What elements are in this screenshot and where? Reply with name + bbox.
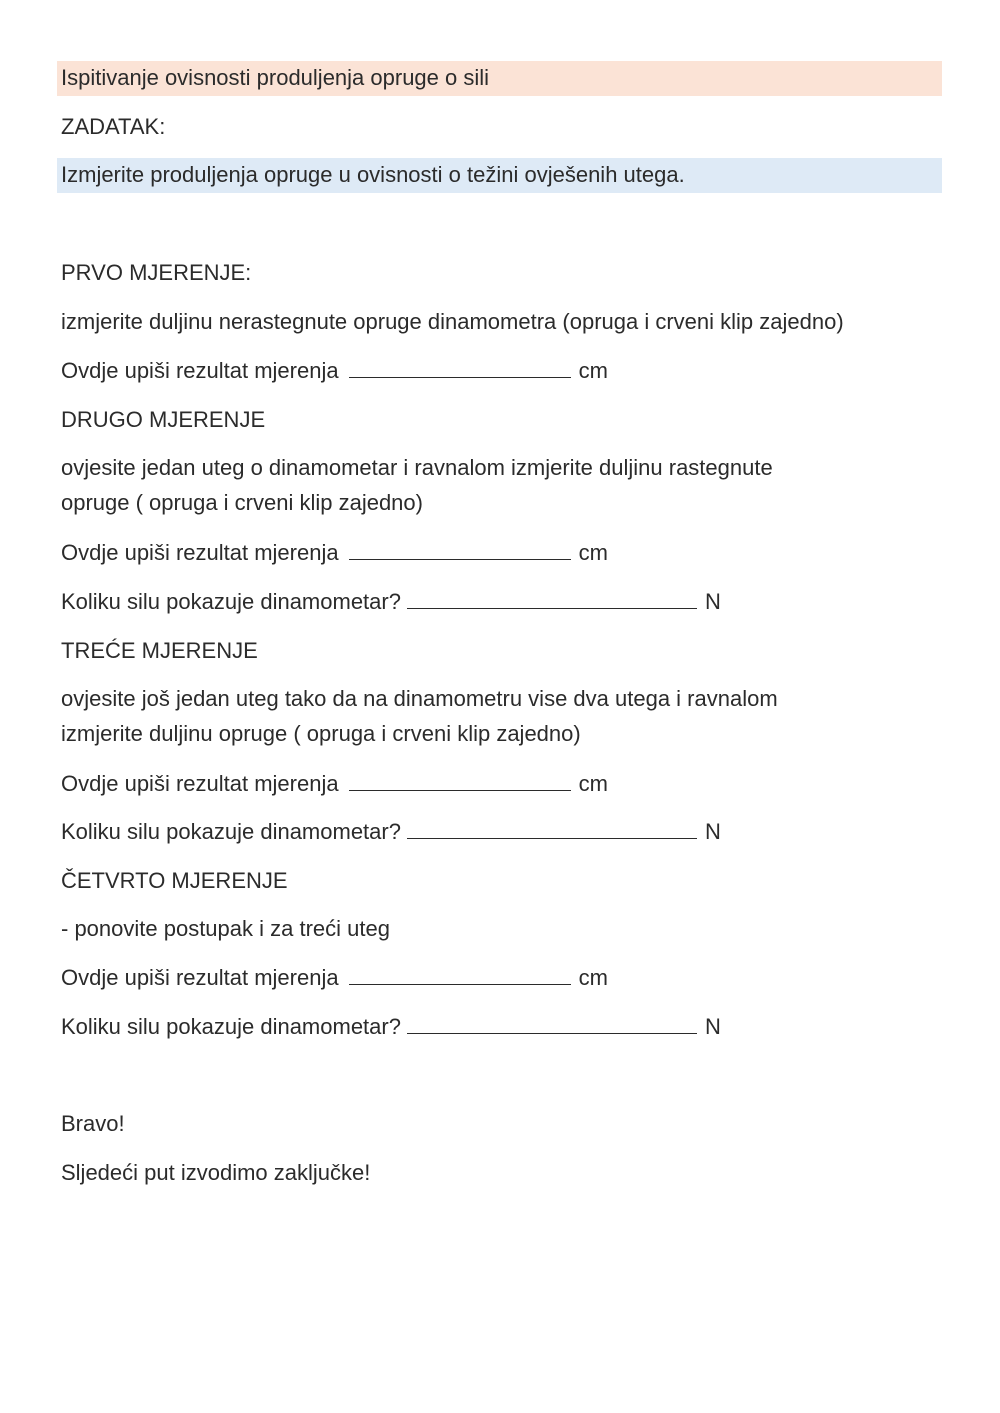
m2-instruction-line-1: ovjesite jedan uteg o dinamometar i ravnalom izmjerite duljinu rastegnute bbox=[61, 455, 773, 480]
m4-force-row bbox=[61, 1013, 721, 1041]
m2-heading: DRUGO MJERENJE bbox=[61, 407, 266, 432]
m3-force-row bbox=[61, 818, 721, 846]
m3-result-blank[interactable] bbox=[349, 770, 571, 791]
m3-instruction-line-1: ovjesite još jedan uteg tako da na dinamometru vise dva utega i ravnalom bbox=[61, 686, 778, 711]
m3-force-blank[interactable] bbox=[407, 818, 697, 839]
m2-result-blank[interactable] bbox=[349, 539, 571, 560]
closing-next-time: Sljedeći put izvodimo zaključke! bbox=[61, 1160, 371, 1185]
m4-instruction: - ponovite postupak i za treći uteg bbox=[61, 916, 390, 941]
m1-result-label: Ovdje upiši rezultat mjerenja bbox=[61, 358, 339, 383]
m2-force-label: Koliku silu pokazuje dinamometar? bbox=[61, 589, 401, 614]
m4-result-unit: cm bbox=[578, 965, 608, 990]
m2-result-label: Ovdje upiši rezultat mjerenja bbox=[61, 540, 339, 565]
m2-result-row bbox=[61, 539, 608, 567]
m2-force-row bbox=[61, 588, 721, 616]
m3-force-label: Koliku silu pokazuje dinamometar? bbox=[61, 819, 401, 844]
m3-result-label: Ovdje upiši rezultat mjerenja bbox=[61, 771, 339, 796]
m2-result-unit: cm bbox=[578, 540, 608, 565]
m4-force-label: Koliku silu pokazuje dinamometar? bbox=[61, 1014, 401, 1039]
m3-result-unit: cm bbox=[578, 771, 608, 796]
m1-heading: PRVO MJERENJE: bbox=[61, 260, 252, 285]
m4-force-blank[interactable] bbox=[407, 1013, 697, 1034]
m3-force-unit: N bbox=[704, 819, 721, 844]
m1-result-unit: cm bbox=[578, 358, 608, 383]
m4-force-unit: N bbox=[704, 1014, 721, 1039]
m4-heading: ČETVRTO MJERENJE bbox=[61, 868, 288, 893]
m1-result-row bbox=[61, 357, 608, 385]
task-label: ZADATAK: bbox=[61, 114, 166, 139]
m2-force-blank[interactable] bbox=[407, 588, 697, 609]
m4-result-row bbox=[61, 964, 608, 992]
m4-result-label: Ovdje upiši rezultat mjerenja bbox=[61, 965, 339, 990]
m1-instruction: izmjerite duljinu nerastegnute opruge dinamometra (opruga i crveni klip zajedno) bbox=[61, 309, 844, 334]
m2-force-unit: N bbox=[704, 589, 721, 614]
task-text: Izmjerite produljenja opruge u ovisnosti o težini ovješenih utega. bbox=[61, 162, 685, 187]
m2-instruction-line-2: opruge ( opruga i crveni klip zajedno) bbox=[61, 490, 423, 515]
worksheet-title: Ispitivanje ovisnosti produljenja opruge o sili bbox=[61, 65, 490, 90]
m1-result-blank[interactable] bbox=[349, 357, 571, 378]
m3-instruction-line-2: izmjerite duljinu opruge ( opruga i crveni klip zajedno) bbox=[61, 721, 581, 746]
m3-heading: TREĆE MJERENJE bbox=[61, 638, 258, 663]
m3-result-row bbox=[61, 770, 608, 798]
closing-bravo: Bravo! bbox=[61, 1111, 125, 1136]
m4-result-blank[interactable] bbox=[349, 964, 571, 985]
